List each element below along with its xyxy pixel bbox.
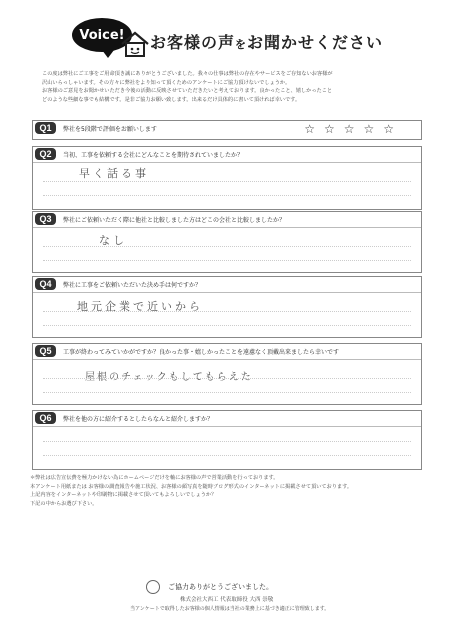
footnote [30, 474, 430, 508]
question-number: Q2 [35, 148, 56, 160]
question-header [33, 411, 421, 427]
answer-rule [43, 260, 411, 261]
thanks-text: ご協力ありがとうございました。 [168, 583, 273, 591]
question-text: 弊社を5段階で評価をお願いします [63, 126, 157, 133]
company-logo-icon [146, 580, 160, 594]
question-number: Q1 [35, 122, 56, 134]
answer-rule [43, 455, 411, 456]
answer-rule [43, 325, 411, 326]
question-header [33, 212, 421, 228]
question-header [33, 344, 421, 360]
question-5 [32, 343, 422, 405]
privacy-note: 当アンケートで取得したお客様の個人情報は当社の業務上に基づき適正に管理致します。 [130, 606, 330, 612]
question-4 [32, 276, 422, 338]
answer-rule [43, 392, 411, 393]
question-text: 弊社に工事をご依頼いただいた決め手は何ですか？ [63, 282, 202, 289]
answer-rule [43, 311, 411, 312]
question-6 [32, 410, 422, 470]
title-main: お客様の声 [150, 33, 236, 52]
rating-stars[interactable]: ☆☆☆☆☆ [304, 122, 403, 136]
footnote-line: 下記の中からお選び下さい。 [30, 500, 98, 507]
voice-badge-text: Voice! [79, 27, 125, 43]
question-number: Q6 [35, 412, 56, 424]
question-text: 工事が終わってみていかがですか？良かった事・嬉しかったことを遠慮なく頂戴出来ましたら幸いです [63, 349, 339, 356]
handwritten-answer: 屋根のチェックもしてもらえた [85, 372, 253, 383]
question-text: 弊社にご依頼いただく際に他社と比較しました方はどこの会社と比較しましたか？ [63, 217, 286, 224]
company-name: 株式会社大西工 代表取締役 大西 崇敬 [180, 597, 274, 603]
question-3 [32, 211, 422, 273]
intro-text [42, 70, 422, 104]
intro-line: 沢山いらっしゃいます。その方々に弊社をより知って頂くためのアンケートにご協力頂けないでしょうか。 [42, 79, 291, 86]
page-title [150, 30, 383, 53]
handwritten-answer: なし [99, 234, 127, 247]
intro-line: お客様のご意見をお聞かせいただき今後の活動に反映させていただきたいと考えております。良かったこと、嬉しかったこと [42, 88, 333, 94]
answer-rule [43, 181, 411, 182]
question-text: 当初、工事を依頼する会社にどんなことを期待されていましたか？ [63, 152, 244, 159]
question-number: Q3 [35, 213, 56, 225]
footnote-line: 上記内容をインターネットや印刷物に掲載させて頂いてもよろしいでしょうか？ [30, 492, 217, 498]
house-icon [120, 30, 150, 58]
question-header [33, 277, 421, 293]
handwritten-answer: 地元企業で近いから [77, 300, 203, 313]
title-rest: お聞かせください [247, 33, 384, 52]
answer-rule [43, 246, 411, 247]
question-header [33, 147, 421, 163]
answer-rule [43, 378, 411, 379]
question-1 [32, 120, 422, 140]
question-text: 弊社を他の方に紹介するとしたらなんと紹介しますか？ [63, 416, 214, 423]
title-particle: を [235, 38, 248, 51]
answer-rule [43, 441, 411, 442]
intro-line: どのような些細な事でも結構です。是非ご協力お願い致します。出来るだけ具体的に書いて頂ければ幸いです。 [42, 96, 301, 103]
footnote-line: ＊弊社は広告宣伝費を極力かけない為にホームページだけを軸にお客様の声で営業活動を行っております。 [30, 475, 279, 481]
question-2 [32, 146, 422, 210]
footnote-line: 本アンケート用紙または お客様の調査報告や施工状況、お客様の顔写真を随時ブログ形式のインターネットに掲載させて頂いております。 [30, 483, 353, 490]
question-number: Q5 [35, 345, 56, 357]
question-number: Q4 [35, 278, 56, 290]
answer-rule [43, 195, 411, 196]
intro-line: この度は弊社にご工事をご用命頂き誠にありがとうございました。我々の仕事は弊社の存在やサービスをご存知ないお客様が [42, 71, 333, 77]
handwritten-answer: 早く話る事 [79, 167, 149, 180]
